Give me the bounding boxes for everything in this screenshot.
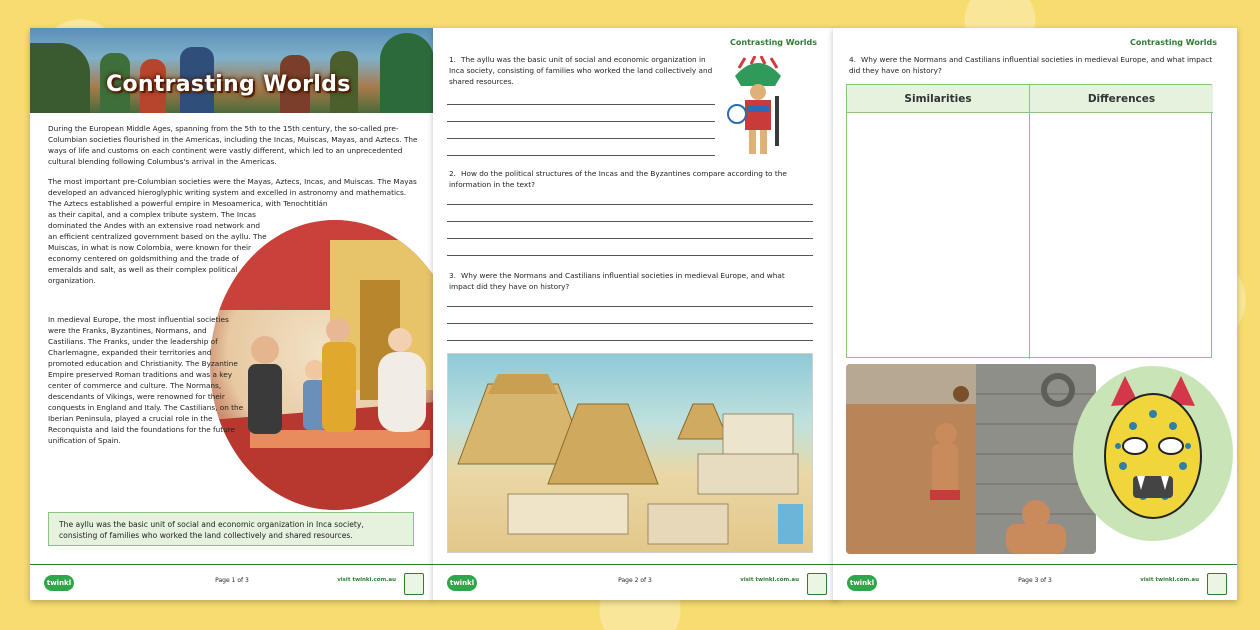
aztec-warrior-illustration (725, 56, 791, 160)
answer-line[interactable] (447, 121, 715, 122)
similarities-cell[interactable] (847, 114, 1029, 359)
similarities-header: Similarities (847, 85, 1030, 113)
societies-paragraph-cont: as their capital, and a complex tribute system. The Incas dominated the Andes with an extensive road network and an efficient centralized government based on the ayllu. The Muiscas, in what is now Colombia, were known for their economy centered on goldsmithing and the trade of emeralds and salt, as well as their complex political organization. (48, 210, 267, 285)
answer-line[interactable] (447, 255, 813, 256)
worksheet-page-2 (433, 28, 837, 600)
societies-paragraph: The most important pre-Columbian societies were the Mayas, Aztecs, Incas, and Muiscas. The Mayas developed an advanced hieroglyphic writing system and excelled in astronomy and mathematics. The Aztecs established a powerful empire in Mesoamerica, with Tenochtitlán (48, 177, 417, 208)
ballgame-illustration (846, 364, 1096, 554)
answer-line[interactable] (447, 155, 715, 156)
question-1 (449, 54, 719, 87)
question-3 (449, 270, 809, 292)
page-footer (30, 564, 434, 600)
question-number: 1. (449, 55, 456, 64)
tenochtitlan-svg (448, 354, 813, 553)
twinkl-logo[interactable]: twinkl (447, 575, 477, 591)
answer-line[interactable] (447, 221, 813, 222)
quality-stamp-icon (404, 573, 424, 595)
jaguar-mask-illustration (1073, 366, 1233, 541)
differences-cell[interactable] (1030, 114, 1213, 359)
answer-line[interactable] (447, 323, 813, 324)
europe-paragraph: In medieval Europe, the most influential societies were the Franks, Byzantines, Normans, and Castilians. The Franks, under the leadership of Charlemagne, expanded their territories and promoted education and Christianity. The Byzantine Empire preserved Roman traditions and was a key center of commerce and culture. The Normans, descendants of Vikings, were renowned for their conquests in England and Italy. The Castilians, on the Iberian Peninsula, played a crucial role in the Reconquista and laid the foundations for the future unification of Spain. (48, 315, 244, 445)
jungle-foliage (380, 33, 434, 113)
jungle-foliage (30, 43, 90, 113)
question-number: 3. (449, 271, 456, 280)
page-title: Contrasting Worlds (106, 72, 351, 97)
question-2 (449, 168, 809, 190)
header-title: Contrasting Worlds (730, 38, 817, 47)
question-4 (849, 54, 1219, 76)
answer-line[interactable] (447, 340, 813, 341)
intro-paragraph: During the European Middle Ages, spanning from the 5th to the 15th century, the so-called pre-Columbian societies flourished in the Americas, including the Incas, Muiscas, Mayas, and Aztecs. The ways of life and customs on each continent were vastly different, which led to an unprecedented cultural blending following Columbus's arrival in the Americas. (48, 124, 418, 166)
hero-illustration (30, 28, 434, 113)
twinkl-logo[interactable]: twinkl (44, 575, 74, 591)
quality-stamp-icon (807, 573, 827, 595)
question-text: The ayllu was the basic unit of social and economic organization in Inca society, consisting of families who worked the land collectively and shared resources. (449, 55, 713, 86)
answer-line[interactable] (447, 306, 813, 307)
key-fact-callout: The ayllu was the basic unit of social and economic organization in Inca society, consisting of families who worked the land collectively and shared resources. (48, 512, 414, 546)
tenochtitlan-illustration (447, 353, 813, 553)
worksheet-page-1 (30, 28, 434, 600)
answer-line[interactable] (447, 238, 813, 239)
aztec-warrior-svg (725, 56, 791, 160)
answer-line[interactable] (447, 104, 715, 105)
question-number: 4. (849, 55, 856, 64)
page-number: Page 1 of 3 (215, 577, 249, 584)
question-text: Why were the Normans and Castilians influential societies in medieval Europe, and what impact did they have on history? (449, 271, 785, 291)
visit-link[interactable]: visit twinkl.com.au (740, 577, 799, 583)
page-footer (433, 564, 837, 600)
quality-stamp-icon (1207, 573, 1227, 595)
comparison-table (846, 84, 1212, 358)
visit-link[interactable]: visit twinkl.com.au (337, 577, 396, 583)
answer-line[interactable] (447, 204, 813, 205)
visit-link[interactable]: visit twinkl.com.au (1140, 577, 1199, 583)
question-text: Why were the Normans and Castilians influential societies in medieval Europe, and what impact did they have on history? (849, 55, 1213, 75)
page-footer (833, 564, 1237, 600)
page-number: Page 3 of 3 (1018, 577, 1052, 584)
jaguar-mask-svg (1073, 366, 1233, 541)
question-number: 2. (449, 169, 456, 178)
question-text: How do the political structures of the Incas and the Byzantines compare according to the information in the text? (449, 169, 787, 189)
header-title: Contrasting Worlds (1130, 38, 1217, 47)
worksheet-page-3 (833, 28, 1237, 600)
twinkl-logo[interactable]: twinkl (847, 575, 877, 591)
answer-line[interactable] (447, 138, 715, 139)
page-number: Page 2 of 3 (618, 577, 652, 584)
ballgame-svg (846, 364, 1096, 554)
differences-header: Differences (1030, 85, 1213, 113)
